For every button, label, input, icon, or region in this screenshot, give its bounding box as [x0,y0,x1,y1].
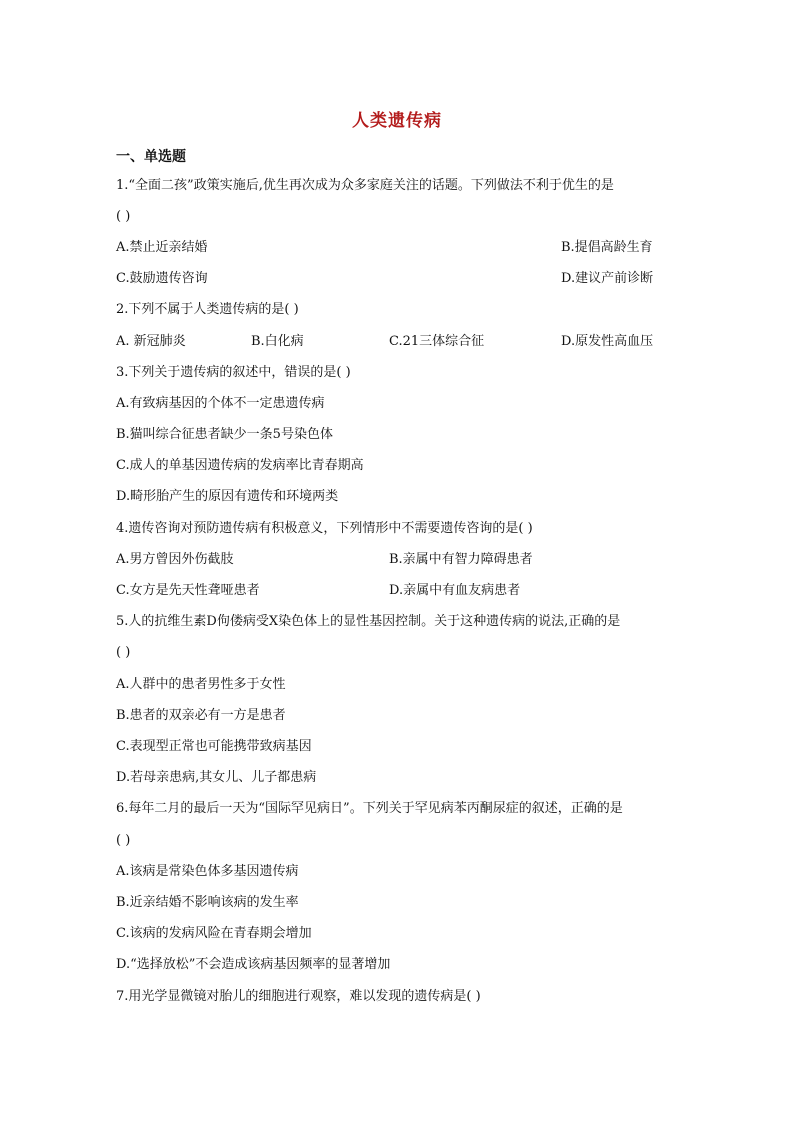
question-2-option-d: D.原发性高血压 [561,334,654,349]
question-2-option-a: A. 新冠肺炎 [116,334,186,349]
question-1-option-d: D.建议产前诊断 [561,271,654,286]
question-6-option-d: D.“选择放松”不会造成该病基因频率的显著增加 [116,957,391,972]
question-1-option-a: A.禁止近亲结婚 [116,240,208,255]
question-4-option-d: D.亲属中有血友病患者 [389,583,521,598]
question-6-paren: ( ) [116,833,131,848]
question-1-stem: 1.“全面二孩”政策实施后,优生再次成为众多家庭关注的话题。下列做法不利于优生的是 [116,178,614,193]
question-4-option-b: B.亲属中有智力障碍患者 [389,552,533,567]
question-4-option-c: C.女方是先天性聋哑患者 [116,583,260,598]
question-2-option-c: C.21三体综合征 [389,334,485,349]
question-4-option-a: A.男方曾因外伤截肢 [116,552,234,567]
question-6-option-a: A.该病是常染色体多基因遗传病 [116,864,299,879]
question-7-stem: 7.用光学显微镜对胎儿的细胞进行观察，难以发现的遗传病是( ) [116,989,481,1004]
question-3-option-d: D.畸形胎产生的原因有遗传和环境两类 [116,489,339,504]
question-5-option-c: C.表现型正常也可能携带致病基因 [116,739,312,754]
question-1-option-b: B.提倡高龄生育 [561,240,653,255]
question-1-paren: ( ) [116,209,131,224]
question-3-option-c: C.成人的单基因遗传病的发病率比青春期高 [116,458,364,473]
question-5-stem: 5.人的抗维生素D佝偻病受X染色体上的显性基因控制。关于这种遗传病的说法,正确的是 [116,614,621,629]
question-5-paren: ( ) [116,645,131,660]
question-6-option-c: C.该病的发病风险在青春期会增加 [116,926,312,941]
question-5-option-a: A.人群中的患者男性多于女性 [116,677,286,692]
document-title: 人类遗传病 [352,111,442,131]
question-5-option-d: D.若母亲患病,其女儿、儿子都患病 [116,770,317,785]
question-3-option-b: B.猫叫综合征患者缺少一条5号染色体 [116,427,333,442]
question-5-option-b: B.患者的双亲必有一方是患者 [116,708,286,723]
question-3-stem: 3.下列关于遗传病的叙述中，错误的是( ) [116,365,351,380]
question-2-stem: 2.下列不属于人类遗传病的是( ) [116,302,299,317]
question-1-option-c: C.鼓励遗传咨询 [116,271,208,286]
section-heading: 一、单选题 [116,149,186,165]
question-6-stem: 6.每年二月的最后一天为“国际罕见病日”。下列关于罕见病苯丙酮尿症的叙述，正确的是 [116,801,623,816]
question-4-stem: 4.遗传咨询对预防遗传病有积极意义，下列情形中不需要遗传咨询的是( ) [116,521,533,536]
question-2-option-b: B.白化病 [251,334,304,349]
question-6-option-b: B.近亲结婚不影响该病的发生率 [116,895,299,910]
question-3-option-a: A.有致病基因的个体不一定患遗传病 [116,396,325,411]
